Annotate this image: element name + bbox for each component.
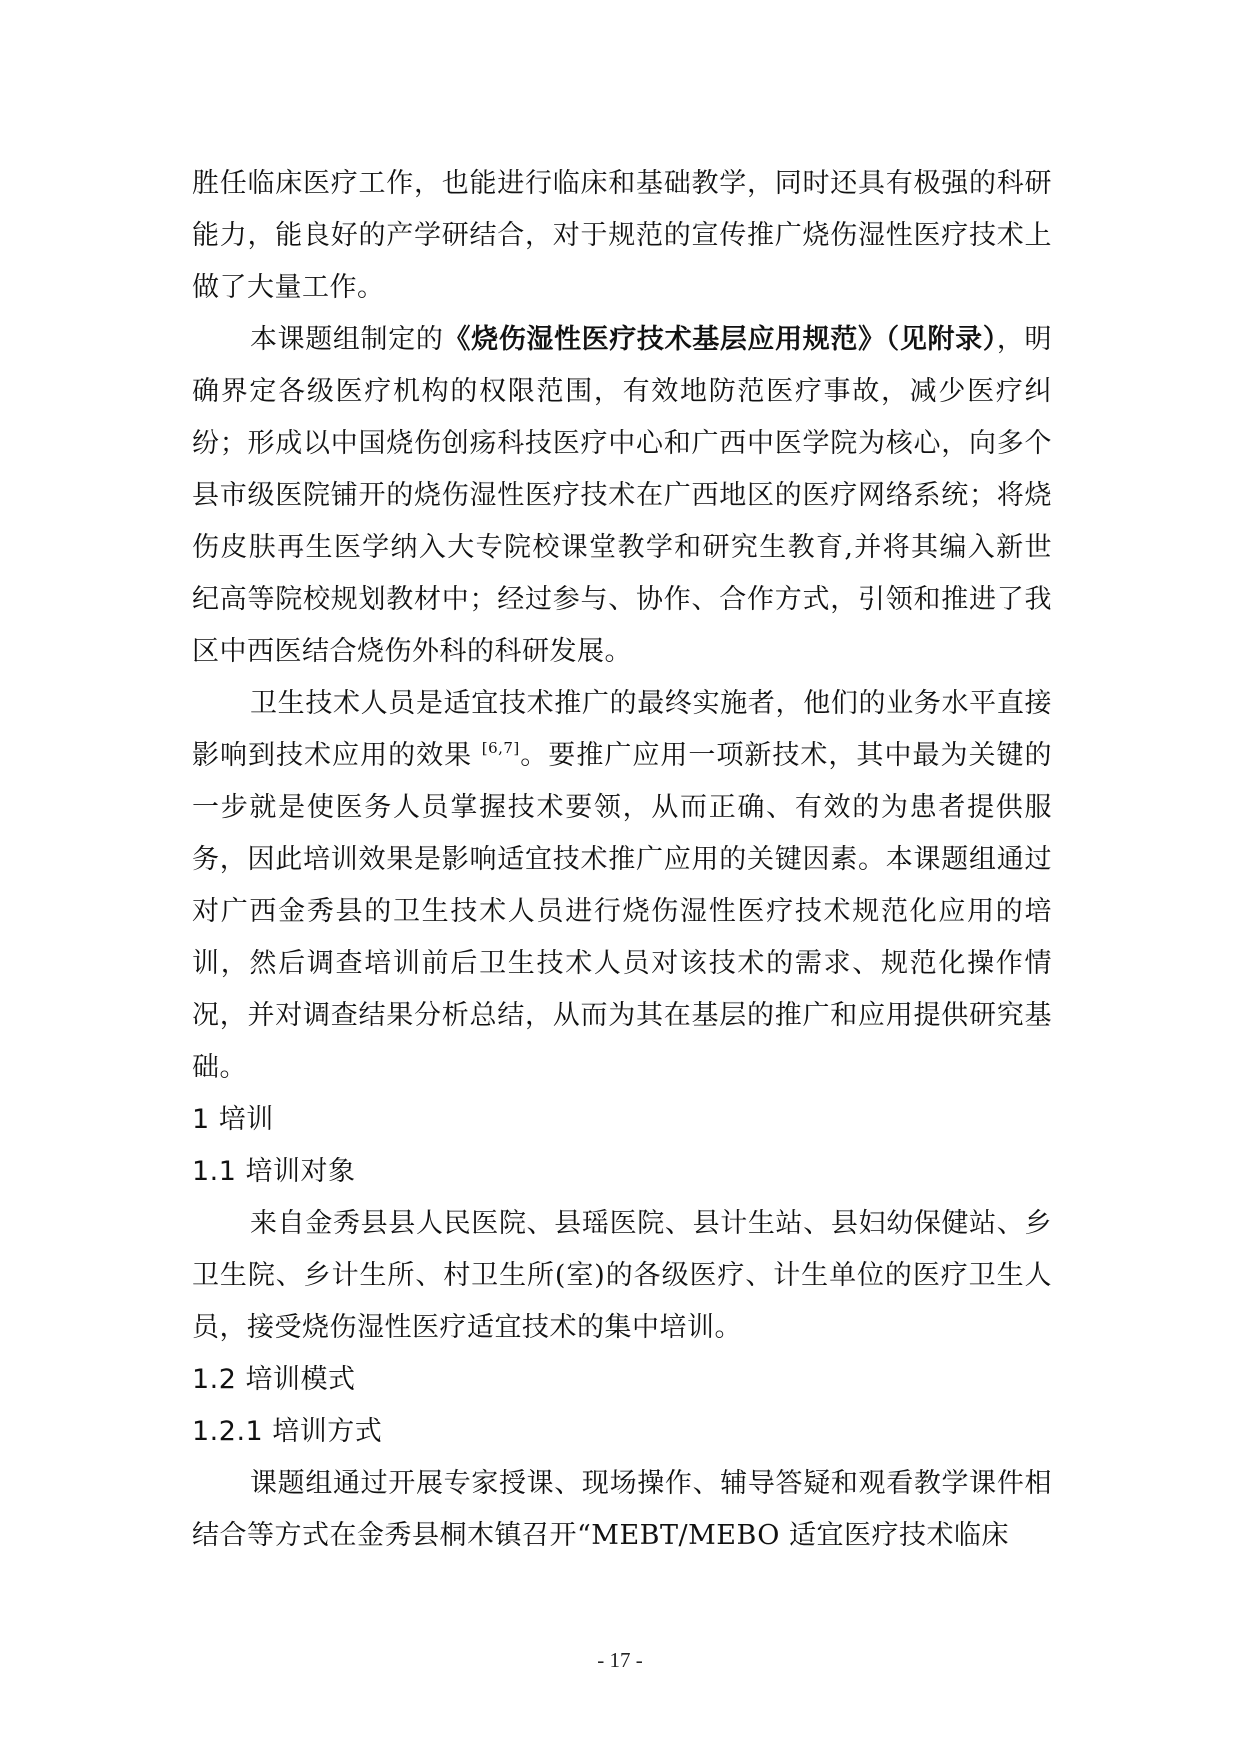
section-heading-1-2: 1.2 培训模式: [192, 1364, 356, 1395]
paragraph-2-rest: ，明确界定各级医疗机构的权限范围，有效地防范医疗事故，减少医疗纠纷；形成以中国烧伤创疡科技医疗中心和广西中医学院为核心，向多个县市级医院铺开的烧伤湿性医疗技术在广西地区的医疗网络系统；将烧伤皮肤再生医学纳入大专院校课堂教学和研究生教育,并将其编入新世纪高等院校规划教材中；经过参与、协作、合作方式，引领和推进了我区中西医结合烧伤外科的科研发展。: [192, 324, 1053, 667]
paragraph-2: [192, 314, 1052, 678]
standard-title: 《烧伤湿性医疗技术基层应用规范》（见附录）: [443, 324, 997, 355]
section-heading-1: 1 培训: [192, 1104, 274, 1135]
paragraph-3-rest: 。要推广应用一项新技术，其中最为关键的一步就是使医务人员掌握技术要领，从而正确、有效的为患者提供服务，因此培训效果是影响适宜技术推广应用的关键因素。本课题组通过对广西金秀县的卫生技术人员进行烧伤湿性医疗技术规范化应用的培训，然后调查培训前后卫生技术人员对该技术的需求、规范化操作情况，并对调查结果分析总结，从而为其在基层的推广和应用提供研究基础。: [192, 740, 1052, 1083]
page-number: - 17 -: [597, 1648, 643, 1672]
paragraph-4: 来自金秀县县人民医院、县瑶医院、县计生站、县妇幼保健站、乡卫生院、乡计生所、村卫生所(室)的各级医疗、计生单位的医疗卫生人员，接受烧伤湿性医疗适宜技术的集中培训。: [192, 1208, 1052, 1343]
paragraph-3: [192, 678, 1052, 1094]
section-heading-1-1: 1.1 培训对象: [192, 1156, 356, 1187]
paragraph-2-lead: 本课题组制定的: [250, 324, 444, 355]
citation-reference: [6,7]: [481, 739, 520, 757]
paragraph-3-lead: 卫生技术人员是适宜技术推广的最终实施者，他们的业务水平直接影响到技术应用的效果: [192, 688, 1052, 771]
section-heading-1-2-1: 1.2.1 培训方式: [192, 1416, 383, 1447]
paragraph-1: 胜任临床医疗工作，也能进行临床和基础教学，同时还具有极强的科研能力，能良好的产学研结合，对于规范的宣传推广烧伤湿性医疗技术上做了大量工作。: [192, 168, 1052, 303]
paragraph-5: 课题组通过开展专家授课、现场操作、辅导答疑和观看教学课件相结合等方式在金秀县桐木镇召开“MEBT/MEBO 适宜医疗技术临床: [192, 1468, 1052, 1551]
body-text: [192, 158, 1052, 1562]
